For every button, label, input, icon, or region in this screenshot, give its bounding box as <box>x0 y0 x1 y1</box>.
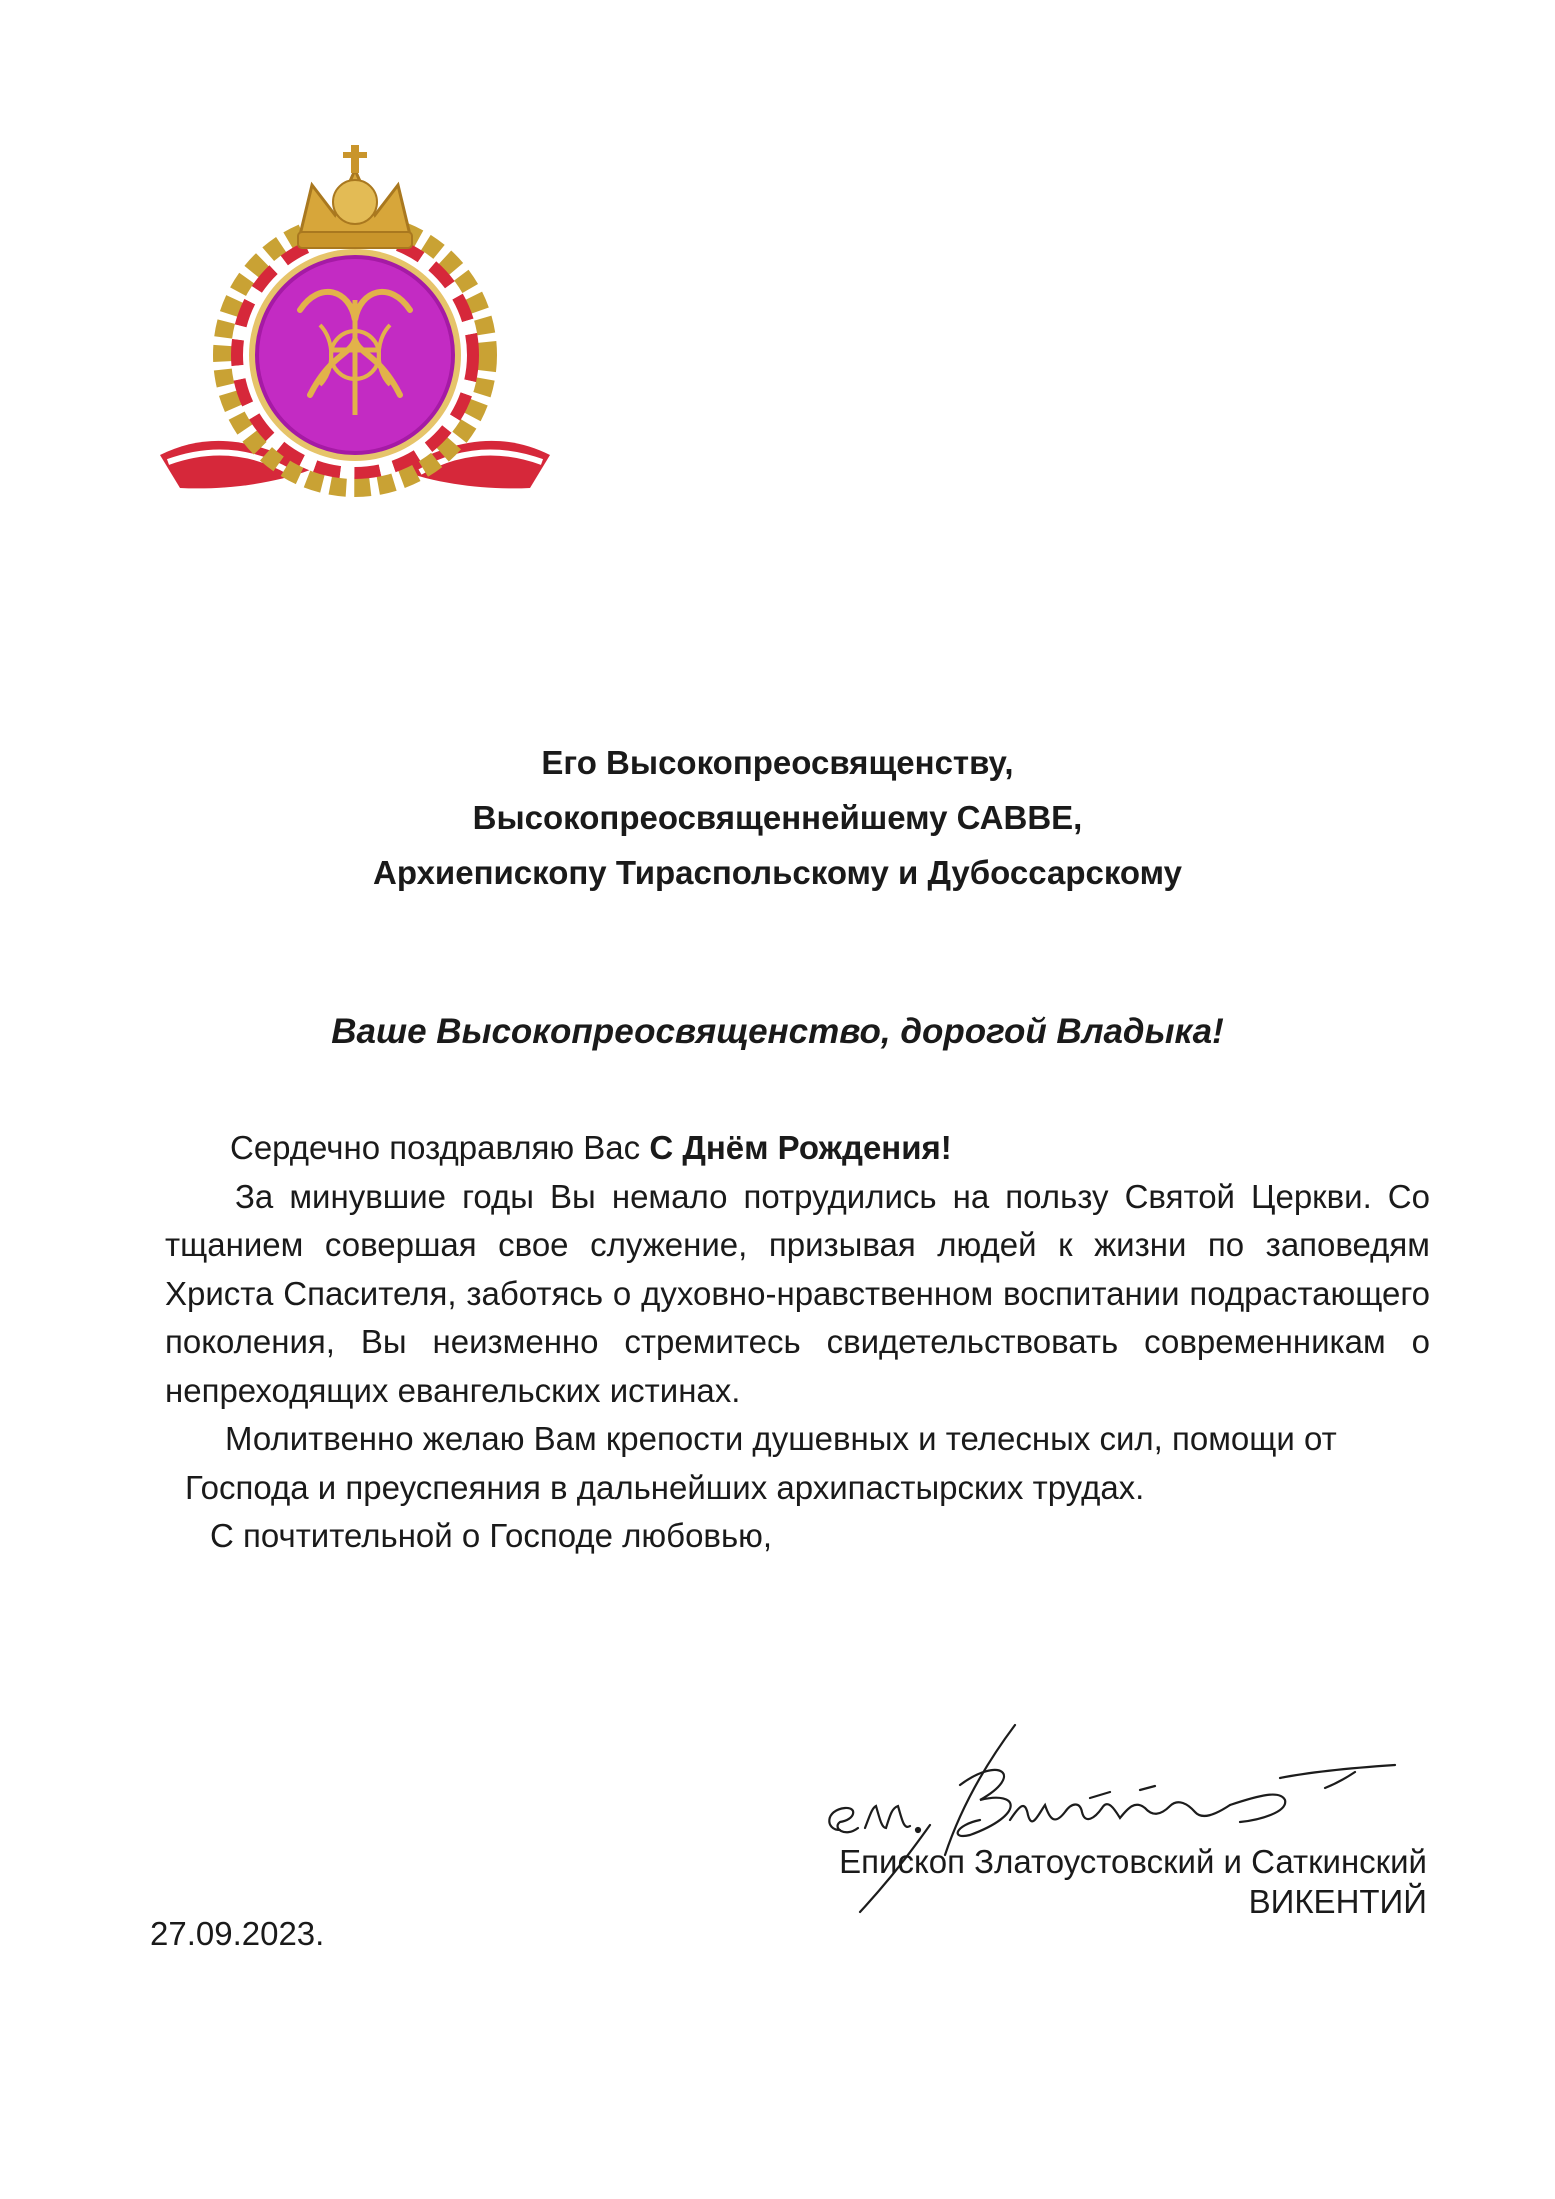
addressee-line-1: Его Высокопреосвященству, <box>541 744 1014 781</box>
greeting-line <box>165 1124 1430 1173</box>
addressee-block <box>0 735 1555 900</box>
salutation: Ваше Высокопреосвященство, дорогой Владыка! <box>331 1012 1224 1051</box>
signature-block <box>839 1842 1427 1922</box>
paragraph-2: Молитвенно желаю Вам крепости душевных и телесных сил, помощи от Господа и преуспеяния в дальнейших архипастырских трудах. <box>185 1420 1337 1506</box>
greeting-emphasis: С Днём Рождения! <box>649 1129 952 1166</box>
paragraph-1: За минувшие годы Вы немало потрудились на пользу Святой Церкви. Со тщанием совершая свое служение, призывая людей к жизни по заповедям Христа Спасителя, заботясь о духовно-нравственном воспитании подрастающего поколения, Вы неизменно стремитесь свидетельствовать современникам о непреходящих евангельских истинах. <box>165 1177 1430 1409</box>
addressee-line-2: Высокопреосвященнейшему САВВЕ, <box>472 799 1083 836</box>
signature-name: ВИКЕНТИЙ <box>1248 1883 1427 1920</box>
letter-date: 27.09.2023. <box>150 1915 325 1952</box>
addressee-line-3: Архиепископу Тираспольскому и Дубоссарскому <box>373 854 1182 891</box>
letter-body <box>165 1124 1430 1561</box>
closing-line: С почтительной о Господе любовью, <box>210 1517 773 1554</box>
signature-title: Епископ Златоустовский и Саткинский <box>839 1843 1427 1880</box>
greeting-text: Сердечно поздравляю Вас <box>230 1129 650 1166</box>
patriarchal-emblem-icon <box>150 140 560 510</box>
